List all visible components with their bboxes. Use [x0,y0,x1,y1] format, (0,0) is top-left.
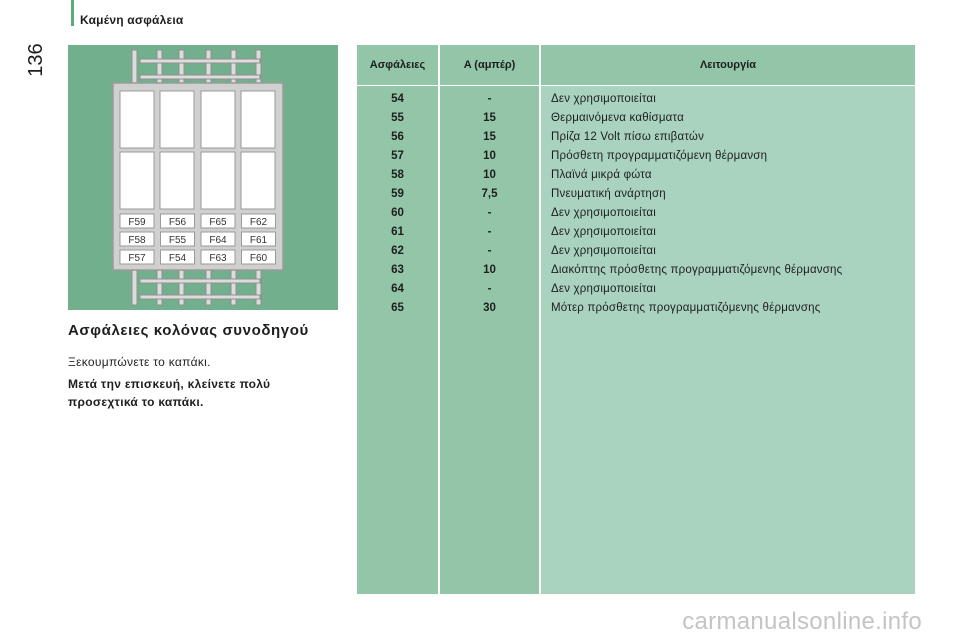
fuse-amps: 7,5 [481,188,498,200]
header-amps: A (αμπέρ) [440,45,539,85]
fuse-function: Δεν χρησιμοποιείται [551,93,657,105]
fuse-label: F56 [168,217,187,228]
header-separator [541,85,915,86]
fuse-function: Πρίζα 12 Volt πίσω επιβατών [551,131,705,143]
fuse-slot [161,232,195,246]
fuse-amps: 10 [483,264,496,276]
fuse-amps: - [487,207,492,219]
fuse-number: 65 [391,302,404,314]
fuse-number: 58 [391,169,404,181]
header-fuses: Ασφάλειες [357,45,438,85]
fuse-amps: 10 [483,150,496,162]
fuse-amps: - [487,245,492,257]
fuse-label: F58 [128,235,146,246]
fuse-column [357,45,438,594]
fuse-slot [120,214,154,228]
header-separator [357,85,438,86]
fuse-box-drawing [68,45,338,310]
fuse-amps: - [487,226,492,238]
chapter-accent-bar [71,0,74,26]
fuse-function: Δεν χρησιμοποιείται [551,245,657,257]
fuse-label: F63 [209,253,227,264]
fuse-number: 61 [391,226,404,238]
fuse-label: F61 [249,235,268,246]
fuse-slot [161,250,195,264]
fuse-label: F65 [209,217,227,228]
fuse-values [357,90,438,318]
function-values [541,90,915,318]
fuse-function: Πνευματική ανάρτηση [551,188,666,200]
fuse-number: 55 [391,112,404,124]
fuse-number: 60 [391,207,404,219]
fuse-slot [161,214,195,228]
fuse-number: 63 [391,264,404,276]
fuse-slot [242,232,276,246]
fuse-slot [242,214,276,228]
fuse-function: Δεν χρησιμοποιείται [551,207,657,219]
fuse-number: 54 [391,93,404,105]
chapter-title: Καμένη ασφάλεια [80,13,184,27]
header-function: Λειτουργία [541,45,915,85]
fuse-box-illustration [68,45,338,310]
fuse-slot [201,232,235,246]
fuse-function: Δεν χρησιμοποιείται [551,283,657,295]
fuse-function: Διακόπτης πρόσθετης προγραμματιζόμενης θέρμανσης [551,264,843,276]
page-number: 136 [25,43,47,77]
instruction-open-cover: Ξεκουμπώνετε το καπάκι. [68,355,211,369]
watermark: carmanualsonline.info [682,608,922,635]
fuse-amps: 10 [483,169,496,181]
function-column [541,45,915,594]
fuse-amps: 15 [483,131,496,143]
instruction-close-cover: Μετά την επισκευή, κλείνετε πολύ προσεχτικά το καπάκι. [68,377,271,409]
fuse-table [357,45,915,594]
fuse-label: F59 [128,217,146,228]
fuse-function: Δεν χρησιμοποιείται [551,226,657,238]
fuse-number: 64 [391,283,404,295]
amps-column [440,45,539,594]
fuse-slot [201,214,235,228]
fuse-number: 57 [391,150,404,162]
fuse-amps: - [487,283,492,295]
fuse-label: F60 [249,253,268,264]
fuse-slot [201,250,235,264]
fuse-label: F55 [168,235,187,246]
fuse-function: Πρόσθετη προγραμματιζόμενη θέρμανση [551,150,768,162]
fuse-slot [242,250,276,264]
section-title: Ασφάλειες κολόνας συνοδηγού [68,322,309,339]
fuse-amps: - [487,93,492,105]
fuse-label: F54 [168,253,187,264]
fuse-slot [120,232,154,246]
fuse-number: 59 [391,188,404,200]
fuse-function: Πλαϊνά μικρά φώτα [551,169,652,181]
fuse-amps: 15 [483,112,496,124]
fuse-label: F57 [128,253,146,264]
fuse-function: Θερμαινόμενα καθίσματα [551,112,684,124]
fuse-number: 56 [391,131,404,143]
fuse-function: Μότερ πρόσθετης προγραμματιζόμενης θέρμανσης [551,302,821,314]
header-separator [440,85,539,86]
fuse-slot [120,250,154,264]
fuse-number: 62 [391,245,404,257]
fuse-label: F64 [209,235,227,246]
amps-values [440,90,539,318]
fuse-amps: 30 [483,302,496,314]
fuse-label: F62 [249,217,268,228]
